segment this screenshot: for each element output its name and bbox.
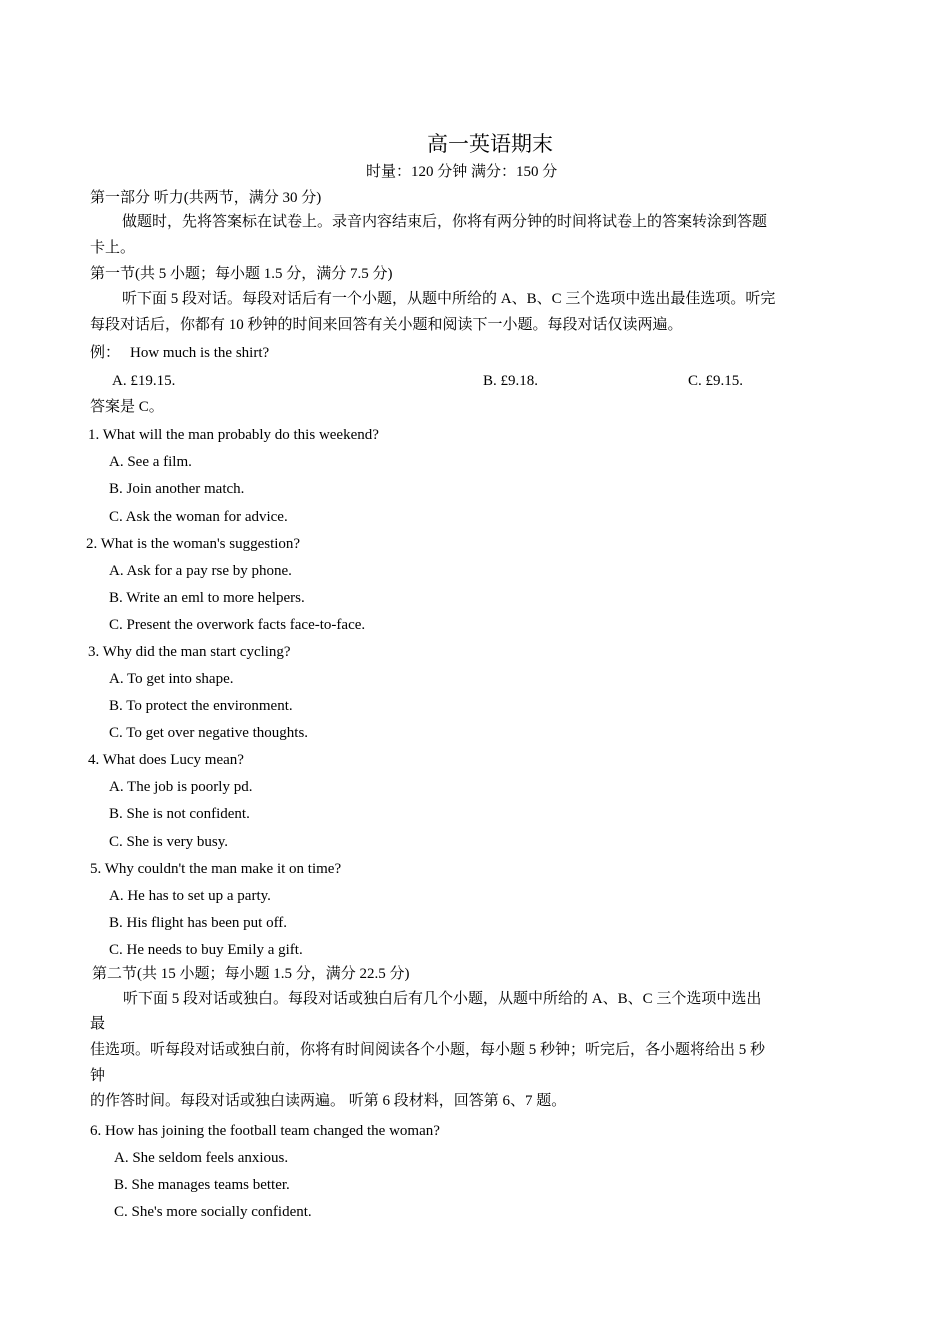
- question-4-option-c: C. She is very busy.: [109, 834, 229, 850]
- question-5-option-a: A. He has to set up a party.: [109, 888, 271, 904]
- question-1: 1. What will the man probably do this weekend?: [88, 427, 379, 443]
- question-6-option-a: A. She seldom feels anxious.: [114, 1150, 289, 1166]
- question-3: 3. Why did the man start cycling?: [88, 644, 291, 660]
- section2-instruction-cont: 佳选项。听每段对话或独白前，你将有时间阅读各个小题，每小题 5 秒钟；听完后，各小题将给出 5 秒: [90, 1042, 766, 1058]
- question-2-option-a: A. Ask for a pay rse by phone.: [109, 563, 292, 579]
- section2-instruction-wrap-2: 钟: [90, 1068, 106, 1084]
- example-question: How much is the shirt?: [130, 345, 270, 361]
- question-3-option-a: A. To get into shape.: [109, 671, 234, 687]
- question-2-option-b: B. Write an eml to more helpers.: [109, 590, 305, 606]
- section1-instruction-cont: 每段对话后，你都有 10 秒钟的时间来回答有关小题和阅读下一小题。每段对话仅读两遍。: [90, 317, 683, 333]
- question-6: 6. How has joining the football team changed the woman?: [90, 1123, 440, 1139]
- question-1-option-c: C. Ask the woman for advice.: [109, 509, 288, 525]
- question-1-option-b: B. Join another match.: [109, 481, 245, 497]
- example-option-b: B. £9.18.: [483, 373, 539, 389]
- section2-instruction-end: 的作答时间。每段对话或独白读两遍。 听第 6 段材料，回答第 6、7 题。: [90, 1093, 567, 1109]
- question-5: 5. Why couldn't the man make it on time?: [90, 861, 342, 877]
- question-4-option-a: A. The job is poorly pd.: [109, 779, 253, 795]
- section2-instruction-wrap: 最: [90, 1016, 106, 1032]
- example-option-c: C. £9.15.: [688, 373, 744, 389]
- part1-instruction: 做题时，先将答案标在试卷上。录音内容结束后，你将有两分钟的时间将试卷上的答案转涂到答题: [122, 214, 768, 230]
- question-4: 4. What does Lucy mean?: [88, 752, 244, 768]
- question-2-option-c: C. Present the overwork facts face-to-face.: [109, 617, 366, 633]
- section1-instruction: 听下面 5 段对话。每段对话后有一个小题，从题中所给的 A、B、C 三个选项中选出最佳选项。听完: [122, 291, 776, 307]
- question-3-option-c: C. To get over negative thoughts.: [109, 725, 309, 741]
- question-6-option-b: B. She manages teams better.: [114, 1177, 290, 1193]
- example-label: 例：: [90, 345, 121, 361]
- part1-instruction-cont: 卡上。: [90, 240, 136, 256]
- question-5-option-b: B. His flight has been put off.: [109, 915, 288, 931]
- example-answer: 答案是 C。: [90, 399, 164, 415]
- question-6-option-c: C. She's more socially confident.: [114, 1204, 312, 1220]
- page-title: 高一英语期末: [427, 132, 553, 156]
- section2-instruction: 听下面 5 段对话或独白。每段对话或独白后有几个小题，从题中所给的 A、B、C 三个选项中选出: [123, 991, 762, 1007]
- question-1-option-a: A. See a film.: [109, 454, 192, 470]
- question-5-option-c: C. He needs to buy Emily a gift.: [109, 942, 303, 958]
- question-4-option-b: B. She is not confident.: [109, 806, 250, 822]
- question-3-option-b: B. To protect the environment.: [109, 698, 293, 714]
- example-option-a: A. £19.15.: [112, 373, 176, 389]
- part1-heading: 第一部分 听力(共两节，满分 30 分): [90, 190, 322, 206]
- question-2: 2. What is the woman's suggestion?: [86, 536, 301, 552]
- section1-heading: 第一节(共 5 小题；每小题 1.5 分，满分 7.5 分): [90, 266, 393, 282]
- section2-heading: 第二节(共 15 小题；每小题 1.5 分，满分 22.5 分): [92, 966, 410, 982]
- exam-duration-score: 时量：120 分钟 满分：150 分: [366, 164, 558, 180]
